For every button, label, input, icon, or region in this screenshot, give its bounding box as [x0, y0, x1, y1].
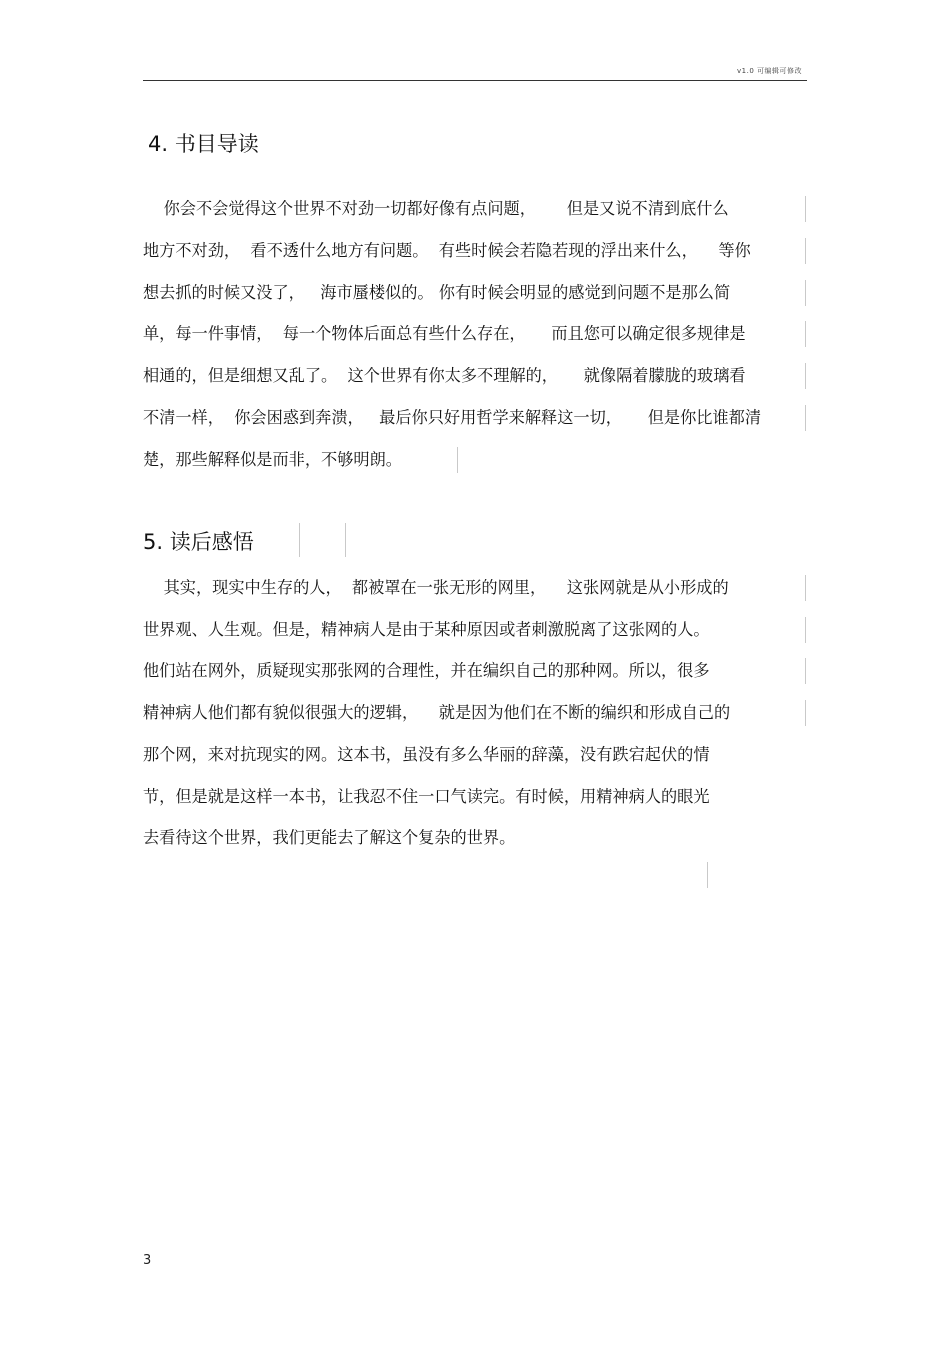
paragraph-line: 地方不对劲， 看不透什么地方有问题。 有些时候会若隐若现的浮出来什么， 等你 [143, 241, 751, 260]
paragraph-line: 那个网，来对抗现实的网。这本书，虽没有多么华丽的辞藻，没有跌宕起伏的情 [143, 745, 710, 764]
margin-mark [805, 575, 806, 601]
paragraph-line: 相通的，但是细想又乱了。 这个世界有你太多不理解的， 就像隔着朦胧的玻璃看 [143, 366, 746, 385]
paragraph-line: 他们站在网外，质疑现实那张网的合理性，并在编织自己的那种网。所以，很多 [143, 661, 710, 680]
section-heading-reflection: 5. 读后感悟 [143, 530, 254, 554]
page-number: 3 [143, 1253, 152, 1268]
header-rule [143, 80, 807, 81]
paragraph-line: 楚，那些解释似是而非，不够明朗。 [143, 450, 402, 469]
margin-mark [299, 523, 300, 557]
margin-mark [707, 862, 708, 888]
paragraph-line: 想去抓的时候又没了， 海市蜃楼似的。 你有时候会明显的感觉到问题不是那么简 [143, 283, 731, 302]
paragraph-line: 其实，现实中生存的人， 都被罩在一张无形的网里， 这张网就是从小形成的 [143, 578, 729, 597]
section-heading-book-guide: 4. 书目导读 [148, 132, 259, 156]
margin-mark [805, 617, 806, 643]
margin-mark [345, 523, 346, 557]
paragraph-line: 不清一样， 你会困惑到奔溃， 最后你只好用哲学来解释这一切， 但是你比谁都清 [143, 408, 762, 427]
margin-mark [457, 447, 458, 473]
margin-mark [805, 196, 806, 222]
paragraph-line: 你会不会觉得这个世界不对劲一切都好像有点问题， 但是又说不清到底什么 [143, 199, 729, 218]
margin-mark [805, 280, 806, 306]
paragraph-line: 去看待这个世界，我们更能去了解这个复杂的世界。 [143, 828, 516, 847]
paragraph-line: 精神病人他们都有貌似很强大的逻辑， 就是因为他们在不断的编织和形成自己的 [143, 703, 731, 722]
margin-mark [805, 700, 806, 726]
margin-mark [805, 405, 806, 431]
paragraph-line: 单，每一件事情， 每一个物体后面总有些什么存在， 而且您可以确定很多规律是 [143, 324, 746, 343]
paragraph-line: 节，但是就是这样一本书，让我忍不住一口气读完。有时候，用精神病人的眼光 [143, 787, 710, 806]
header-version-note: v1.0 可编辑可修改 [737, 67, 802, 75]
margin-mark [805, 658, 806, 684]
paragraph-line: 世界观、人生观。但是，精神病人是由于某种原因或者刺激脱离了这张网的人。 [143, 620, 710, 639]
margin-mark [805, 321, 806, 347]
margin-mark [805, 363, 806, 389]
margin-mark [805, 238, 806, 264]
